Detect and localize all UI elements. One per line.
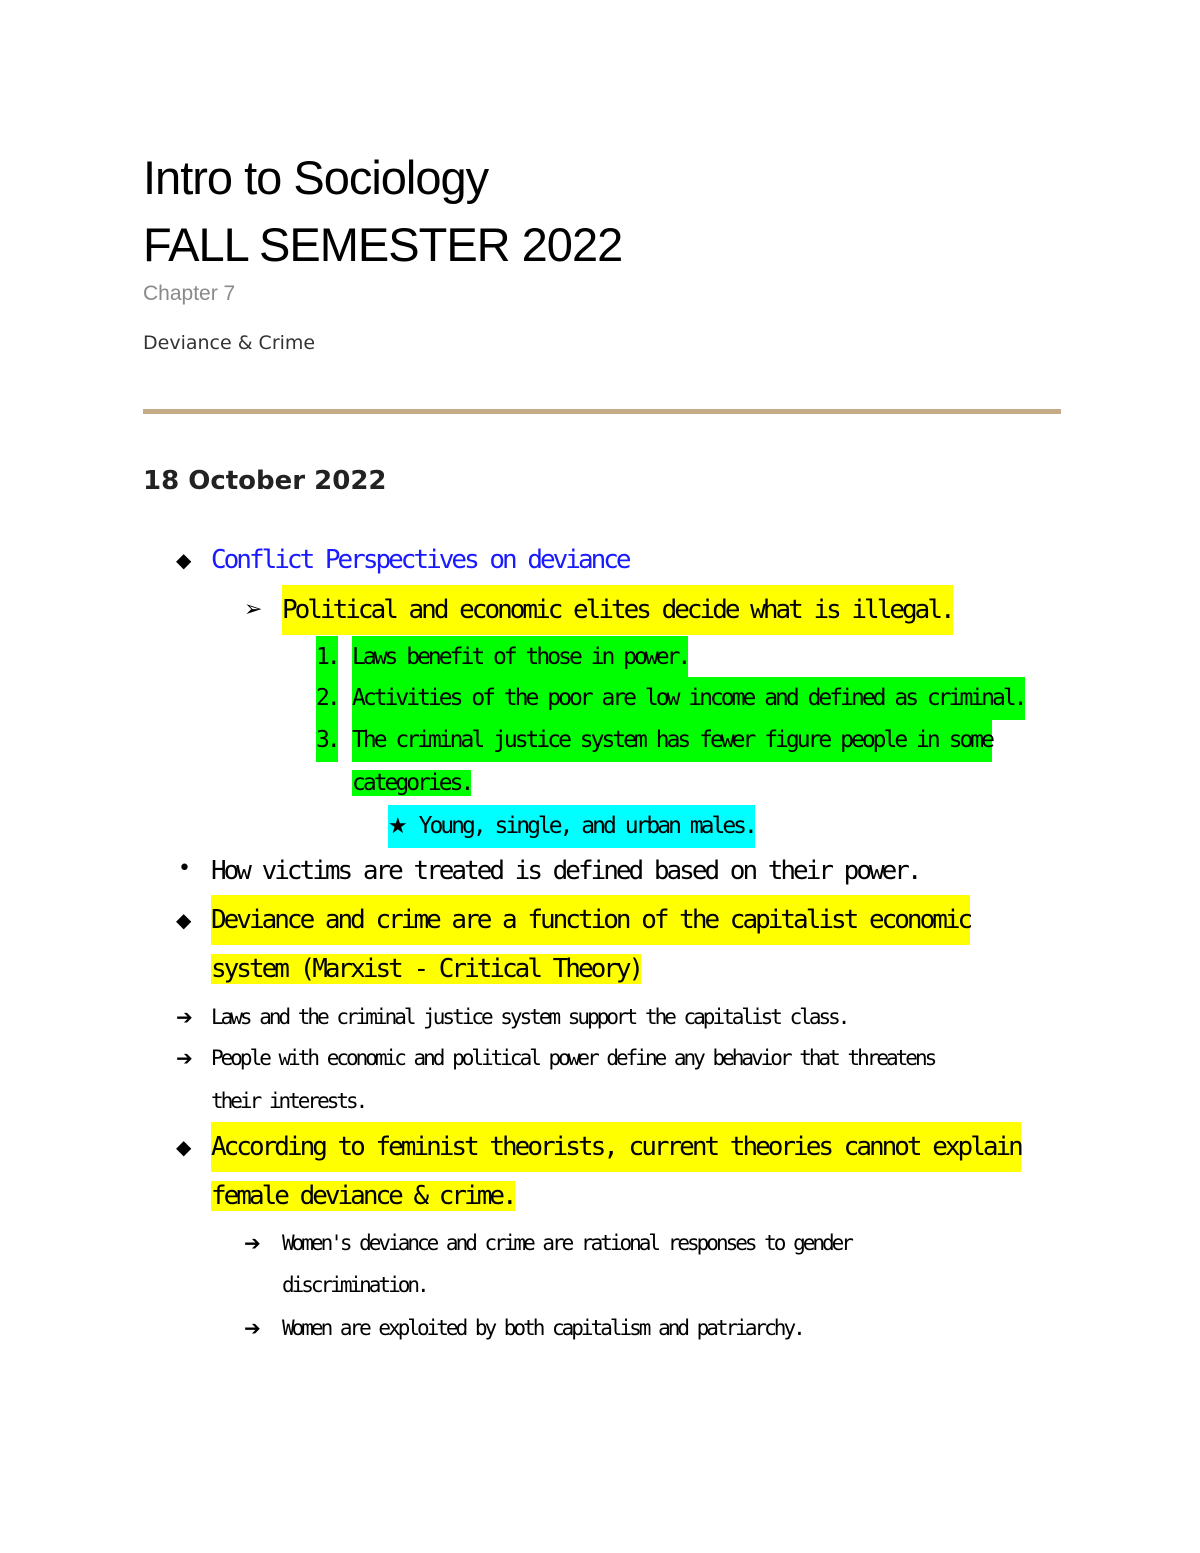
arrow-bullet-icon: ➔ (244, 1316, 261, 1340)
numbered-item-3-num: 3. (316, 719, 338, 762)
arrow-bullet-icon: ➔ (176, 1046, 193, 1070)
star-point-text: Young, single, and urban males. (418, 813, 755, 839)
capitalist-heading-line-1: Deviance and crime are a function of the capitalist economic (211, 895, 970, 945)
diamond-bullet-icon: ◆ (176, 908, 192, 932)
page-title: Intro to Sociology (143, 151, 489, 204)
arrow-bullet-icon: ➔ (176, 1005, 193, 1029)
numbered-item-1-text: Laws benefit of those in power. (352, 636, 688, 679)
page-subtitle: FALL SEMESTER 2022 (143, 218, 623, 271)
feminist-heading-continued (211, 1171, 515, 1221)
women-responses-line-2: discrimination. (282, 1273, 427, 1297)
numbered-item-1-num: 1. (316, 636, 338, 679)
diamond-bullet-icon: ◆ (176, 548, 192, 572)
arrow-bullet-icon: ➔ (244, 1231, 261, 1255)
capitalist-heading-continued (211, 944, 641, 994)
divider (143, 409, 1061, 414)
capitalist-heading-line-2: system (Marxist - Critical Theory) (211, 954, 642, 984)
people-continued (211, 1080, 365, 1122)
numbered-item-2-num: 2. (316, 677, 338, 720)
elites-text: Political and economic elites decide what is illegal. (282, 585, 953, 635)
women-exploited-text: Women are exploited by both capitalism and patriarchy. (282, 1316, 803, 1340)
laws-text: Laws and the criminal justice system support the capitalist class. (211, 1005, 848, 1029)
date-heading: 18 October 2022 (143, 466, 387, 496)
people-text-line-2: their interests. (211, 1089, 366, 1113)
numbered-item-3-continued (352, 762, 471, 805)
numbered-item-3-text: The criminal justice system has fewer figure people in some (352, 719, 992, 762)
people-text-line-1: People with economic and political power define any behavior that threatens (211, 1046, 935, 1070)
topic-label: Deviance & Crime (143, 332, 316, 354)
star-point-highlight (388, 805, 755, 848)
chapter-label: Chapter 7 (143, 282, 236, 305)
feminist-heading-line-2: female deviance & crime. (211, 1181, 515, 1211)
round-bullet-icon: • (178, 856, 191, 881)
diamond-bullet-icon: ◆ (176, 1135, 192, 1159)
women-responses-continued (282, 1264, 427, 1306)
numbered-item-3-cont-text: categories. (352, 770, 472, 796)
arrowhead-bullet-icon: ➢ (244, 597, 263, 622)
numbered-item-2-text: Activities of the poor are low income and defined as criminal. (352, 677, 1025, 720)
women-responses-line-1: Women's deviance and crime are rational responses to gender (282, 1231, 851, 1255)
feminist-heading-line-1: According to feminist theorists, current theories cannot explain (211, 1122, 1021, 1172)
conflict-heading-text: Conflict Perspectives on deviance (211, 545, 629, 575)
star-bullet-icon: ★ (388, 814, 408, 839)
victims-text: How victims are treated is defined based on their power. (211, 856, 920, 886)
